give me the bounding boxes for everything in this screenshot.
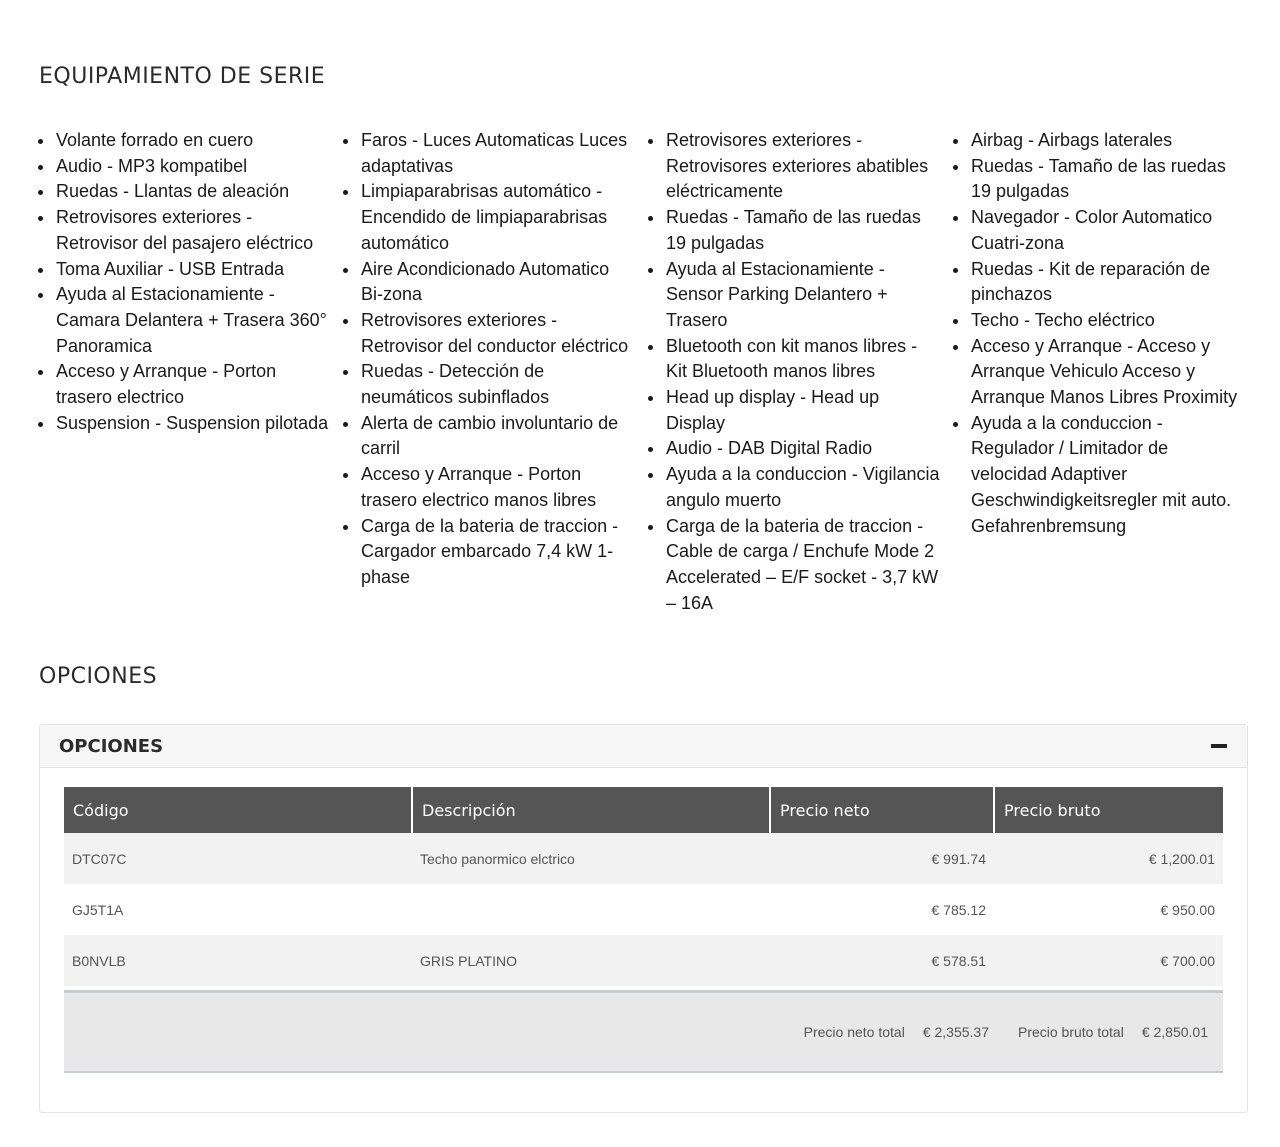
total-bruto-value: € 2,850.01 xyxy=(1141,1024,1208,1040)
opciones-section-title: OPCIONES xyxy=(39,664,158,689)
equip-item: Ayuda a la conduccion - Vigilancia angulo muerto xyxy=(646,462,951,513)
equip-item: Ayuda a la conduccion - Regulador / Limitador de velocidad Adaptiver Geschwindigkeitsregler mit auto. Gefahrenbremsung xyxy=(951,411,1256,540)
cell-precio-neto: € 578.51 xyxy=(770,935,994,986)
cell-precio-bruto: € 950.00 xyxy=(994,884,1223,935)
header-precio-bruto[interactable]: Precio bruto xyxy=(994,787,1223,833)
equip-item: Acceso y Arranque - Porton trasero electrico xyxy=(36,359,341,410)
cell-codigo: DTC07C xyxy=(64,833,412,884)
total-neto-label: Precio neto total xyxy=(803,1024,905,1040)
equip-item: Carga de la bateria de traccion - Cargador embarcado 7,4 kW 1-phase xyxy=(341,514,646,591)
equip-item: Acceso y Arranque - Porton trasero electrico manos libres xyxy=(341,462,646,513)
equip-item: Ruedas - Detección de neumáticos subinflados xyxy=(341,359,646,410)
table-row xyxy=(64,884,1223,935)
totals-row xyxy=(64,990,1223,1073)
total-neto-value: € 2,355.37 xyxy=(922,1024,989,1040)
opciones-panel xyxy=(39,724,1248,1113)
equip-item: Retrovisores exteriores - Retrovisores exteriores abatibles eléctricamente xyxy=(646,128,951,205)
equip-item: Toma Auxiliar - USB Entrada xyxy=(36,257,341,283)
equip-item: Suspension - Suspension pilotada xyxy=(36,411,341,437)
equip-item: Ruedas - Kit de reparación de pinchazos xyxy=(951,257,1256,308)
equip-item: Ayuda al Estacionamiente - Camara Delantera + Trasera 360° Panoramica xyxy=(36,282,341,359)
header-codigo[interactable]: Código xyxy=(64,787,412,833)
equip-column-1 xyxy=(36,128,341,616)
equip-item: Bluetooth con kit manos libres - Kit Bluetooth manos libres xyxy=(646,334,951,385)
cell-descripcion xyxy=(412,884,770,935)
opciones-panel-header[interactable] xyxy=(40,725,1247,768)
header-descripcion[interactable]: Descripción xyxy=(412,787,770,833)
cell-descripcion: GRIS PLATINO xyxy=(412,935,770,986)
options-table xyxy=(64,787,1223,986)
equip-item: Navegador - Color Automatico Cuatri-zona xyxy=(951,205,1256,256)
equip-item: Techo - Techo eléctrico xyxy=(951,308,1256,334)
table-row xyxy=(64,935,1223,986)
equip-item: Ruedas - Tamaño de las ruedas 19 pulgadas xyxy=(646,205,951,256)
equipamiento-title: EQUIPAMIENTO DE SERIE xyxy=(39,64,326,89)
equip-item: Acceso y Arranque - Acceso y Arranque Vehiculo Acceso y Arranque Manos Libres Proximity xyxy=(951,334,1256,411)
equip-item: Audio - DAB Digital Radio xyxy=(646,436,951,462)
equip-item: Ruedas - Llantas de aleación xyxy=(36,179,341,205)
equip-item: Volante forrado en cuero xyxy=(36,128,341,154)
equip-item: Ruedas - Tamaño de las ruedas 19 pulgadas xyxy=(951,154,1256,205)
cell-codigo: B0NVLB xyxy=(64,935,412,986)
equip-item: Airbag - Airbags laterales xyxy=(951,128,1256,154)
header-precio-neto[interactable]: Precio neto xyxy=(770,787,994,833)
equipamiento-list xyxy=(36,128,1256,616)
equip-item: Faros - Luces Automaticas Luces adaptativas xyxy=(341,128,646,179)
equip-item: Carga de la bateria de traccion - Cable de carga / Enchufe Mode 2 Accelerated – E/F socket - 3,7 kW – 16A xyxy=(646,514,951,617)
cell-codigo: GJ5T1A xyxy=(64,884,412,935)
minus-icon[interactable] xyxy=(1209,736,1229,756)
equip-item: Retrovisores exteriores - Retrovisor del pasajero eléctrico xyxy=(36,205,341,256)
total-bruto-label: Precio bruto total xyxy=(1017,1024,1124,1040)
equip-column-4 xyxy=(951,128,1256,616)
cell-precio-neto: € 785.12 xyxy=(770,884,994,935)
equip-item: Limpiaparabrisas automático - Encendido de limpiaparabrisas automático xyxy=(341,179,646,256)
equip-column-2 xyxy=(341,128,646,616)
equip-item: Alerta de cambio involuntario de carril xyxy=(341,411,646,462)
cell-precio-bruto: € 1,200.01 xyxy=(994,833,1223,884)
cell-descripcion: Techo panormico elctrico xyxy=(412,833,770,884)
table-row xyxy=(64,833,1223,884)
equip-item: Retrovisores exteriores - Retrovisor del conductor eléctrico xyxy=(341,308,646,359)
equip-item: Ayuda al Estacionamiente - Sensor Parking Delantero + Trasero xyxy=(646,257,951,334)
equip-item: Head up display - Head up Display xyxy=(646,385,951,436)
cell-precio-neto: € 991.74 xyxy=(770,833,994,884)
equip-item: Audio - MP3 kompatibel xyxy=(36,154,341,180)
opciones-panel-title: OPCIONES xyxy=(59,735,164,757)
table-header-row xyxy=(64,787,1223,833)
equip-column-3 xyxy=(646,128,951,616)
cell-precio-bruto: € 700.00 xyxy=(994,935,1223,986)
equip-item: Aire Acondicionado Automatico Bi-zona xyxy=(341,257,646,308)
